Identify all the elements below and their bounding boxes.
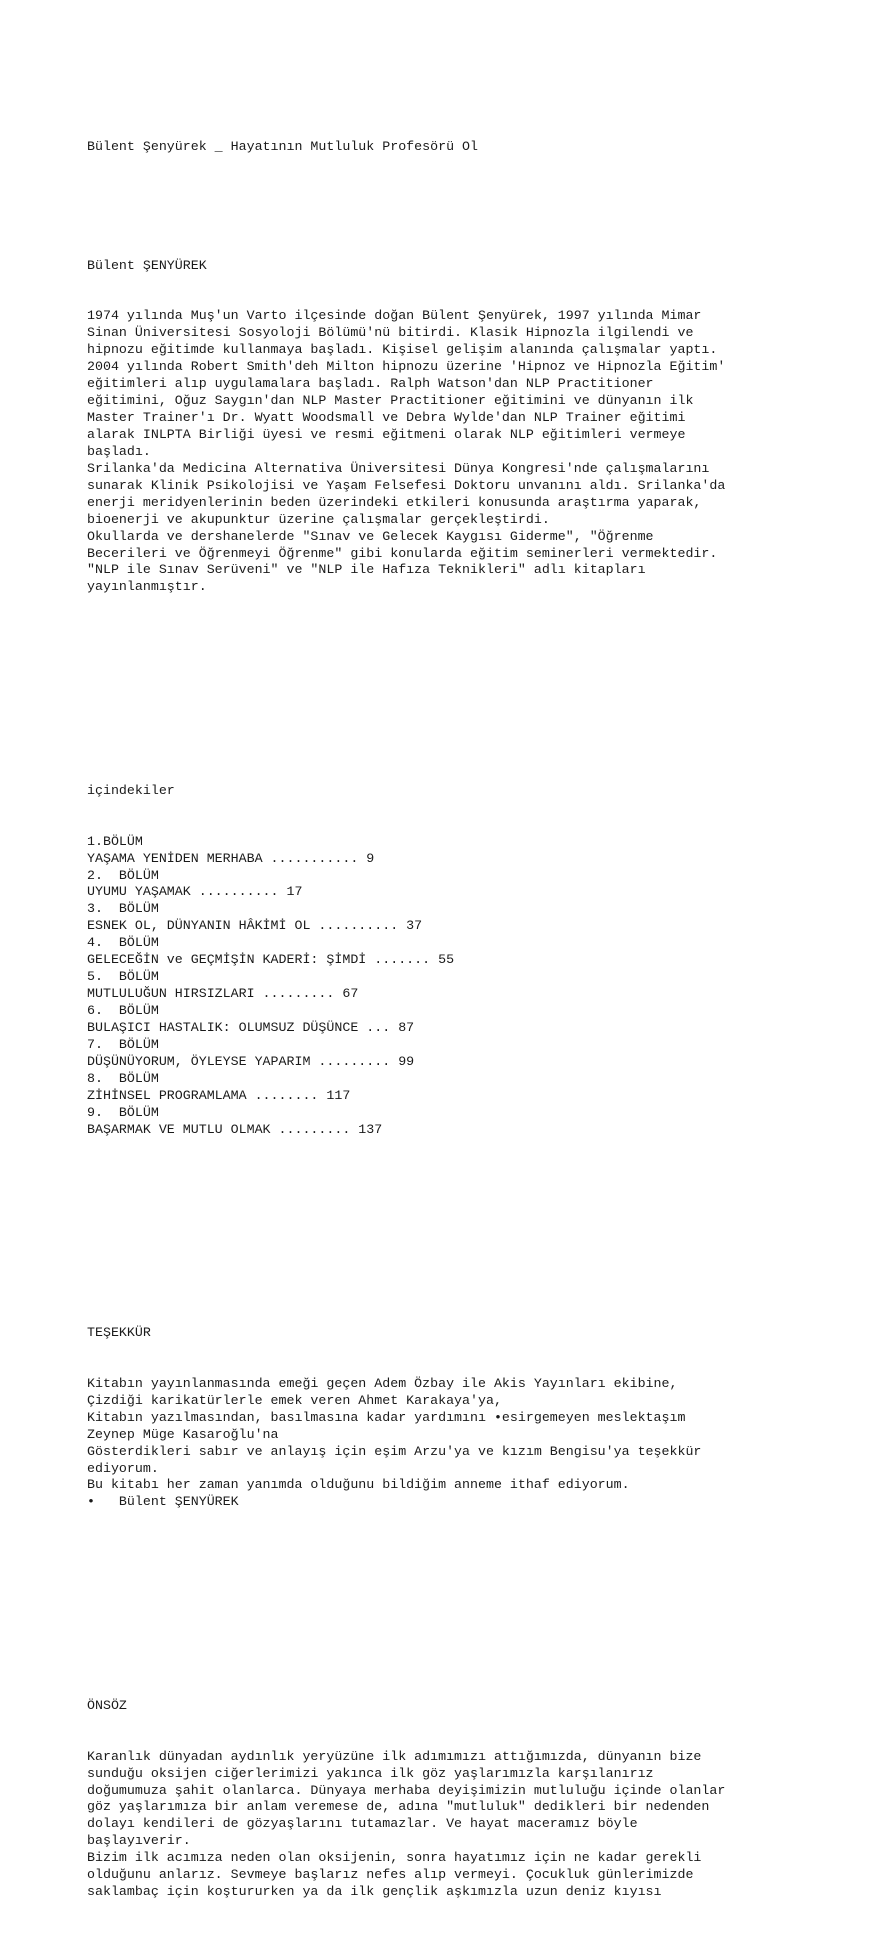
text-line: alarak INLPTA Birliği üyesi ve resmi eğitmeni olarak NLP eğitimleri vermeye [87, 426, 686, 442]
text-line: GELECEĞİN ve GEÇMİŞİN KADERİ: ŞİMDİ ....... 55 [87, 952, 455, 968]
text-line: 2. BÖLÜM [87, 867, 159, 883]
text-line: doğumumuza şahit olanlarca. Dünyaya merhaba deyişimizin mutluluğu içinde olanlar [87, 1782, 726, 1798]
text-line: göz yaşlarımıza bir anlam veremese de, adına "mutluluk" dedikleri bir nedenden [87, 1799, 710, 1815]
text-line: BAŞARMAK VE MUTLU OLMAK ......... 137 [87, 1121, 383, 1137]
text-line: Bu kitabı her zaman yanımda olduğunu bildiğim anneme ithaf ediyorum. [87, 1477, 630, 1493]
text-line: Kitabın yayınlanmasında emeği geçen Adem Özbay ile Akis Yayınları ekibine, [87, 1375, 678, 1391]
text-line: Zeynep Müge Kasaroğlu'na [87, 1426, 279, 1442]
text-line: yayınlanmıştır. [87, 579, 207, 595]
text-line: "NLP ile Sınav Serüveni" ve "NLP ile Hafıza Teknikleri" adlı kitapları [87, 562, 646, 578]
text-line: saklambaç için koştururken ya da ilk gençlik aşkımızla uzun deniz kıyısı [87, 1884, 662, 1900]
text-line: Becerileri ve Öğrenmeyi Öğrenme" gibi konularda eğitim seminerleri vermektedir. [87, 545, 718, 561]
text-line: Master Trainer'ı Dr. Wyatt Woodsmall ve Debra Wylde'dan NLP Trainer eğitimi [87, 410, 686, 426]
text-line: UYUMU YAŞAMAK .......... 17 [87, 884, 303, 900]
text-line: 7. BÖLÜM [87, 1036, 159, 1052]
document-title: Bülent Şenyürek _ Hayatının Mutluluk Profesörü Ol [87, 138, 478, 154]
author-section [87, 224, 807, 631]
text-line: DÜŞÜNÜYORUM, ÖYLEYSE YAPARIM ......... 99 [87, 1053, 415, 1069]
text-line: BULAŞICI HASTALIK: OLUMSUZ DÜŞÜNCE ... 87 [87, 1019, 415, 1035]
section-gap [87, 1223, 807, 1240]
preface-section [87, 1664, 807, 1935]
text-line: sunduğu oksijen ciğerlerimizi yakınca ilk göz yaşlarımızla karşılanırız [87, 1765, 654, 1781]
text-line: ZİHİNSEL PROGRAMLAMA ........ 117 [87, 1087, 351, 1103]
text-line: sunarak Klinik Psikolojisi ve Yaşam Felsefesi Doktoru unvanını aldı. Srilanka'da [87, 477, 726, 493]
text-line: 4. BÖLÜM [87, 935, 159, 951]
author-heading: Bülent ŞENYÜREK [87, 257, 207, 273]
preface-text [87, 1749, 807, 1901]
text-line: Kitabın yazılmasından, basılmasına kadar yardımını •esirgemeyen meslektaşım [87, 1409, 686, 1425]
preface-heading: ÖNSÖZ [87, 1697, 127, 1713]
thanks-heading: TEŞEKKÜR [87, 1324, 151, 1340]
text-line: MUTLULUĞUN HIRSIZLARI ......... 67 [87, 986, 359, 1002]
text-line: hipnozu eğitimde kullanmaya başladı. Kişisel gelişim alanında çalışmalar yaptı. [87, 342, 718, 358]
text-line: dolayı kendileri de gözyaşlarını tutamazlar. Ve hayat maceramız böyle [87, 1816, 638, 1832]
text-line: 2004 yılında Robert Smith'deh Milton hipnozu üzerine 'Hipnoz ve Hipnozla Eğitim' [87, 359, 726, 375]
toc-list [87, 834, 807, 1139]
text-line: • Bülent ŞENYÜREK [87, 1494, 239, 1510]
section-gap [87, 1596, 807, 1613]
toc-section [87, 749, 807, 1173]
text-line: olduğunu anlarız. Sevmeye başlarız nefes alıp vermeyi. Çocukluk günlerimizde [87, 1867, 694, 1883]
author-bio [87, 308, 807, 596]
document-page [87, 105, 807, 1952]
text-line: eğitimini, Oğuz Saygın'dan NLP Master Practitioner eğitimini ve dünyanın ilk [87, 393, 694, 409]
text-line: Bizim ilk acımıza neden olan oksijenin, sonra hayatımız için ne kadar gerekli [87, 1850, 702, 1866]
text-line: Karanlık dünyadan aydınlık yeryüzüne ilk adımımızı attığımızda, dünyanın bize [87, 1748, 702, 1764]
text-line: 8. BÖLÜM [87, 1070, 159, 1086]
text-line: 5. BÖLÜM [87, 969, 159, 985]
thanks-text [87, 1376, 807, 1512]
text-line: 3. BÖLÜM [87, 901, 159, 917]
text-line: başladı. [87, 443, 151, 459]
text-line: 1.BÖLÜM [87, 833, 143, 849]
text-line: 9. BÖLÜM [87, 1104, 159, 1120]
text-line: YAŞAMA YENİDEN MERHABA ........... 9 [87, 850, 375, 866]
text-line: 1974 yılında Muş'un Varto ilçesinde doğan Bülent Şenyürek, 1997 yılında Mimar [87, 308, 702, 324]
text-line: bioenerji ve akupunktur üzerine çalışmalar gerçekleştirdi. [87, 511, 550, 527]
text-line: başlayıverir. [87, 1833, 191, 1849]
text-line: eğitimleri alıp uygulamalara başladı. Ralph Watson'dan NLP Practitioner [87, 376, 654, 392]
text-line: Sinan Üniversitesi Sosyoloji Bölümü'nü bitirdi. Klasik Hipnozla ilgilendi ve [87, 325, 694, 341]
toc-heading: içindekiler [87, 782, 175, 798]
text-line: Okullarda ve dershanelerde "Sınav ve Gelecek Kaygısı Giderme", "Öğrenme [87, 528, 654, 544]
text-line: Çizdiği karikatürlerle emek veren Ahmet Karakaya'ya, [87, 1392, 502, 1408]
text-line: ediyorum. [87, 1460, 159, 1476]
section-gap [87, 681, 807, 698]
thanks-section [87, 1291, 807, 1545]
text-line: enerji meridyenlerinin beden üzerindeki etkileri konusunda araştırma yaparak, [87, 494, 702, 510]
text-line: ESNEK OL, DÜNYANIN HÂKİMİ OL .......... 37 [87, 918, 423, 934]
text-line: Gösterdikleri sabır ve anlayış için eşim Arzu'ya ve kızım Bengisu'ya teşekkür [87, 1443, 702, 1459]
text-line: Srilanka'da Medicina Alternativa Üniversitesi Dünya Kongresi'nde çalışmalarını [87, 460, 710, 476]
text-line: 6. BÖLÜM [87, 1003, 159, 1019]
